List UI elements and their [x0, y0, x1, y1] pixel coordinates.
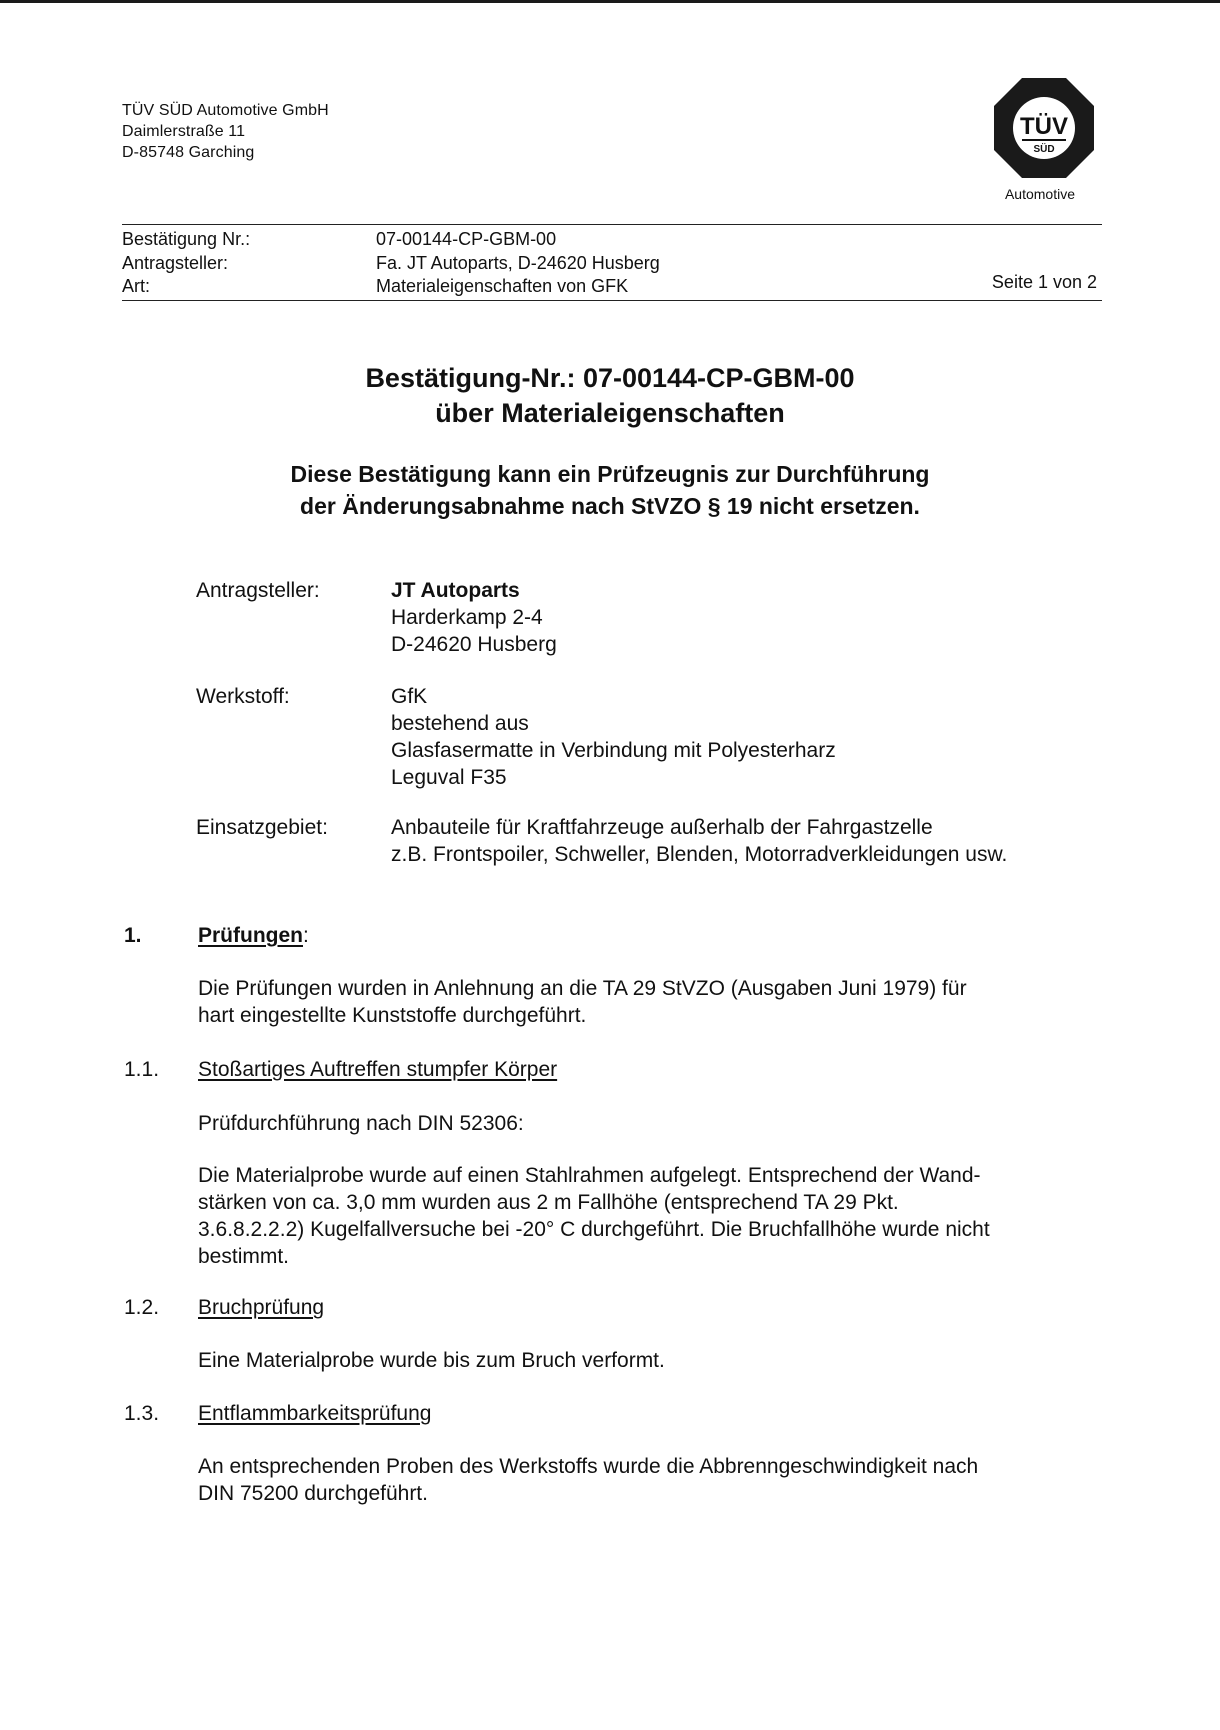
usage-line: Anbauteile für Kraftfahrzeuge außerhalb der Fahrgastzelle	[391, 816, 933, 839]
applicant-address-line: D-24620 Husberg	[391, 633, 557, 656]
meta-bottom-rule	[122, 300, 1102, 301]
usage-label: Einsatzgebiet:	[196, 816, 328, 839]
subsection-heading: Stoßartiges Auftreffen stumpfer Körper	[198, 1058, 558, 1081]
logo-text: TÜV	[1020, 113, 1068, 140]
paragraph-line: bestimmt.	[198, 1245, 290, 1268]
meta-top-rule	[122, 224, 1102, 225]
subsection-number: 1.1.	[124, 1058, 160, 1081]
material-line: Leguval F35	[391, 766, 507, 789]
paragraph-line: Die Materialprobe wurde auf einen Stahlrahmen aufgelegt. Entsprechend der Wand-	[198, 1164, 981, 1187]
material-line: GfK	[391, 685, 428, 708]
sender-line: TÜV SÜD Automotive GmbH	[122, 102, 329, 119]
usage-details	[391, 814, 1007, 868]
sender-line: D-85748 Garching	[122, 144, 255, 161]
usage-line: z.B. Frontspoiler, Schweller, Blenden, Motorradverkleidungen usw.	[391, 843, 1008, 866]
meta-type-value: Materialeigenschaften von GFK	[376, 276, 629, 296]
subsection-intro: Prüfdurchführung nach DIN 52306:	[198, 1112, 524, 1135]
applicant-address-line: Harderkamp 2-4	[391, 606, 543, 629]
paragraph-line: An entsprechenden Proben des Werkstoffs wurde die Abbrenngeschwindigkeit nach	[198, 1455, 979, 1478]
paragraph-line: DIN 75200 durchgeführt.	[198, 1482, 428, 1505]
paragraph-line: hart eingestellte Kunststoffe durchgeführt.	[198, 1004, 587, 1027]
material-label: Werkstoff:	[196, 685, 290, 708]
section-number: 1.	[124, 924, 142, 947]
subsection-number: 1.3.	[124, 1402, 160, 1425]
section-heading-suffix: :	[303, 924, 309, 947]
logo-caption: Automotive	[1004, 186, 1076, 202]
document-subtitle: über Materialeigenschaften	[435, 398, 785, 428]
document-title: Bestätigung-Nr.: 07-00144-CP-GBM-00	[365, 363, 855, 393]
tuv-sud-logo	[992, 76, 1096, 180]
scan-top-edge	[0, 0, 1220, 3]
material-details	[391, 683, 836, 791]
paragraph-line: 3.6.8.2.2.2) Kugelfallversuche bei -20° C durchgeführt. Die Bruchfallhöhe wurde nicht	[198, 1218, 990, 1241]
notice-line: Diese Bestätigung kann ein Prüfzeugnis zur Durchführung	[290, 461, 930, 487]
notice-line: der Änderungsabnahme nach StVZO § 19 nicht ersetzen.	[300, 493, 920, 519]
subsection-heading: Entflammbarkeitsprüfung	[198, 1402, 432, 1425]
section-paragraph	[198, 975, 967, 1029]
section-heading-text: Prüfungen	[198, 924, 303, 947]
applicant-details	[391, 577, 557, 658]
subsection-paragraph	[198, 1162, 990, 1270]
meta-confirmation-value: 07-00144-CP-GBM-00	[376, 229, 557, 249]
meta-applicant-value: Fa. JT Autoparts, D-24620 Husberg	[376, 253, 660, 273]
meta-confirmation-label: Bestätigung Nr.:	[122, 229, 251, 249]
applicant-name: JT Autoparts	[391, 579, 520, 602]
material-line: Glasfasermatte in Verbindung mit Polyesterharz	[391, 739, 836, 762]
paragraph-line: stärken von ca. 3,0 mm wurden aus 2 m Fallhöhe (entsprechend TA 29 Pkt.	[198, 1191, 899, 1214]
section-heading-pruefungen	[198, 922, 309, 949]
page-info: Seite 1 von 2	[991, 272, 1097, 292]
meta-type-label: Art:	[122, 276, 151, 296]
subsection-heading: Bruchprüfung	[198, 1296, 325, 1319]
subsection-paragraph: Eine Materialprobe wurde bis zum Bruch verformt.	[198, 1349, 665, 1372]
logo-subtext: SÜD	[1033, 144, 1055, 155]
sender-address	[122, 100, 329, 163]
applicant-label: Antragsteller:	[196, 579, 320, 602]
sender-line: Daimlerstraße 11	[122, 123, 246, 140]
paragraph-line: Die Prüfungen wurden in Anlehnung an die TA 29 StVZO (Ausgaben Juni 1979) für	[198, 977, 967, 1000]
subsection-number: 1.2.	[124, 1296, 160, 1319]
material-line: bestehend aus	[391, 712, 529, 735]
subsection-paragraph	[198, 1453, 978, 1507]
meta-applicant-label: Antragsteller:	[122, 253, 229, 273]
